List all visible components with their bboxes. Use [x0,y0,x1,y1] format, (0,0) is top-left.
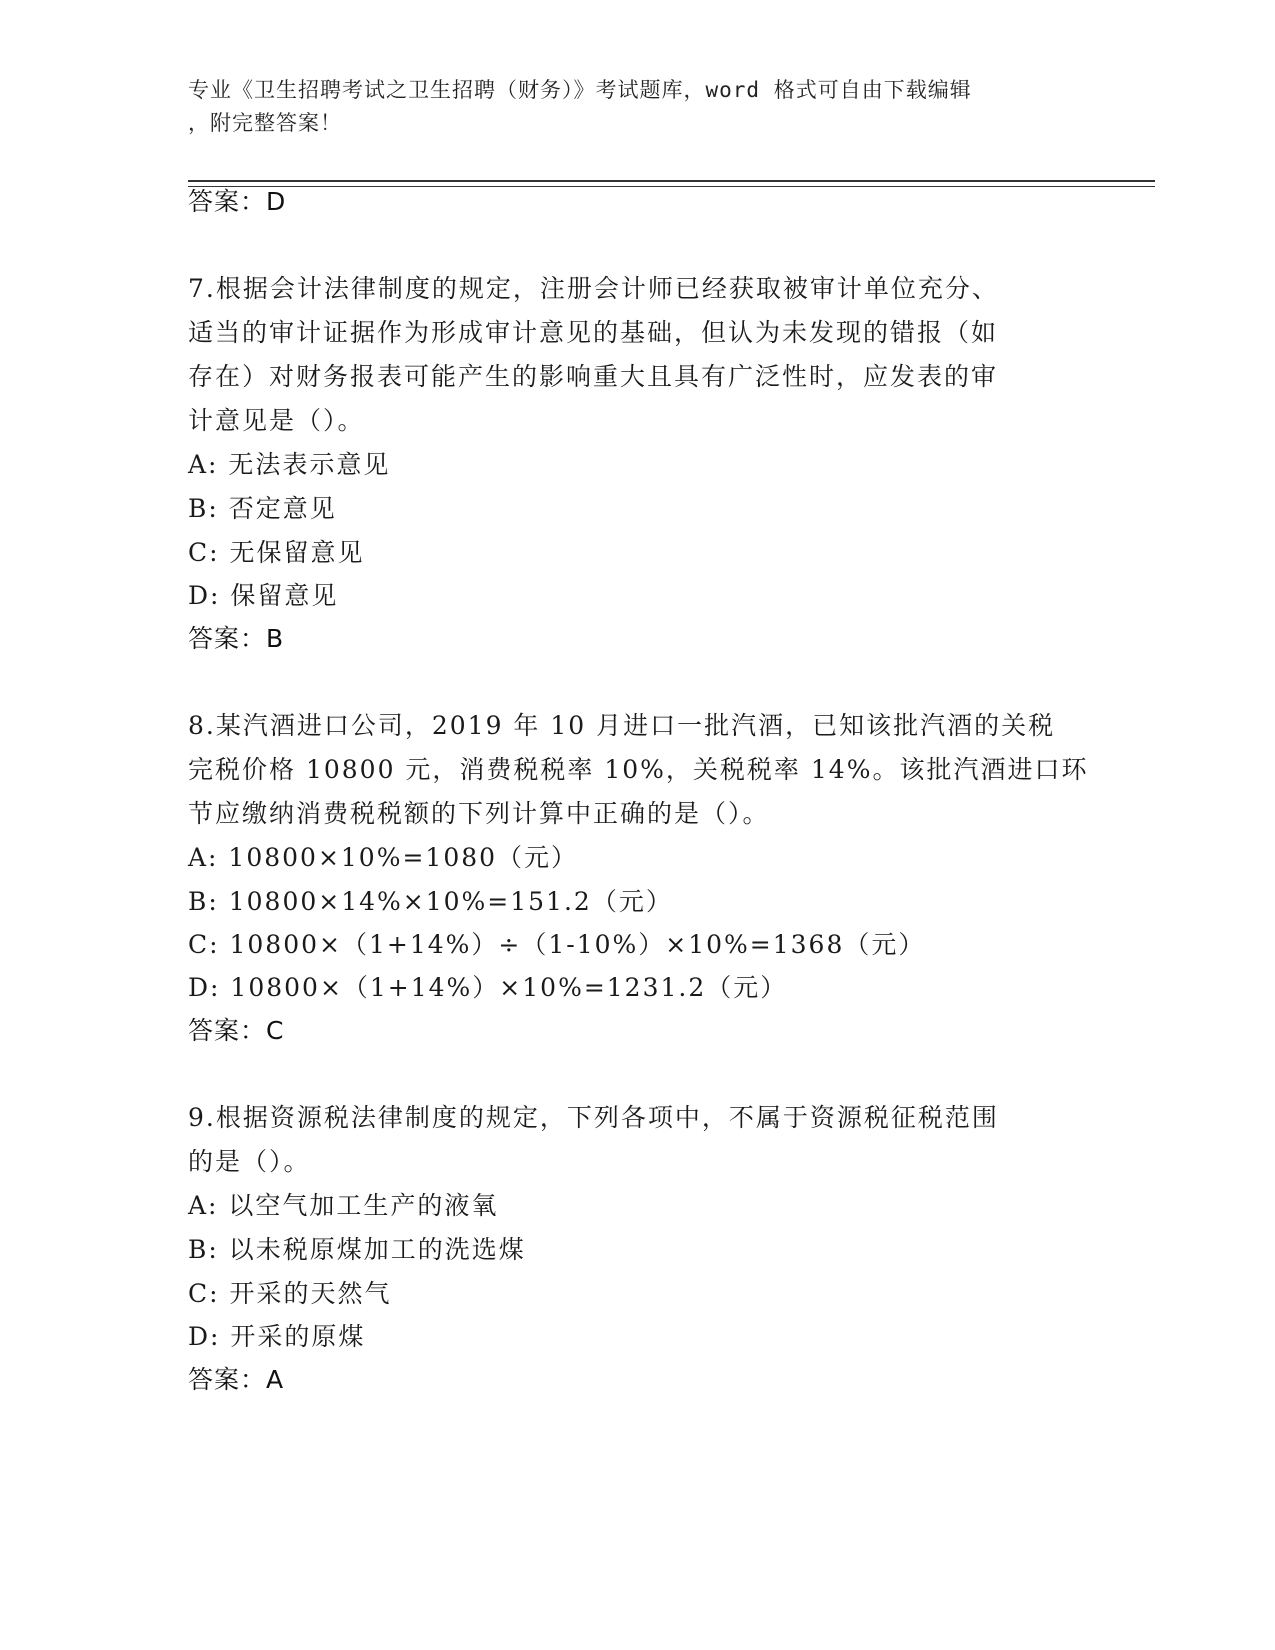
header-line-1: 专业《卫生招聘考试之卫生招聘（财务）》考试题库，word 格式可自由下载编辑 [188,78,972,102]
q9-text-line-1: 9.根据资源税法律制度的规定，下列各项中，不属于资源税征税范围 [188,1103,999,1132]
header-line-2: ，附完整答案！ [188,111,342,135]
q8-option-d: D: 10800×（1+14%）×10%=1231.2（元） [188,973,788,1002]
q8-answer: 答案：C [188,1016,285,1045]
q8-text-line-2: 完税价格 10800 元，消费税税率 10%，关税税率 14%。该批汽酒进口环 [188,755,1089,784]
q7-option-d: D: 保留意见 [188,581,339,610]
q9-text-line-2: 的是（）。 [188,1147,311,1176]
q7-option-c: C: 无保留意见 [188,538,365,567]
q9-answer: 答案：A [188,1365,285,1394]
q9-option-a: A: 以空气加工生产的液氧 [188,1191,499,1220]
header-divider-thin [188,186,1155,187]
q7-option-b: B: 否定意见 [188,494,337,523]
q8-option-a: A: 10800×10%=1080（元） [188,843,579,872]
q7-answer: 答案：B [188,624,285,653]
header-divider-thick [188,180,1155,182]
q7-text-line-3: 存在）对财务报表可能产生的影响重大且具有广泛性时，应发表的审 [188,362,999,391]
q7-option-a: A: 无法表示意见 [188,450,391,479]
q7-text-line-2: 适当的审计证据作为形成审计意见的基础，但认为未发现的错报（如 [188,318,999,347]
q8-option-c: C: 10800×（1+14%）÷（1-10%）×10%=1368（元） [188,930,926,959]
q8-option-b: B: 10800×14%×10%=151.2（元） [188,887,673,916]
q7-text-line-1: 7.根据会计法律制度的规定，注册会计师已经获取被审计单位充分、 [188,274,999,303]
q8-text-line-1: 8.某汽酒进口公司，2019 年 10 月进口一批汽酒，已知该批汽酒的关税 [188,711,1056,740]
page-header [188,74,1078,140]
q9-option-b: B: 以未税原煤加工的洗选煤 [188,1235,526,1264]
q8-text-line-3: 节应缴纳消费税税额的下列计算中正确的是（）。 [188,799,770,828]
q9-option-d: D: 开采的原煤 [188,1322,366,1351]
q7-text-line-4: 计意见是（）。 [188,406,365,435]
q9-option-c: C: 开采的天然气 [188,1279,392,1308]
answer-previous: 答案：D [188,187,287,216]
